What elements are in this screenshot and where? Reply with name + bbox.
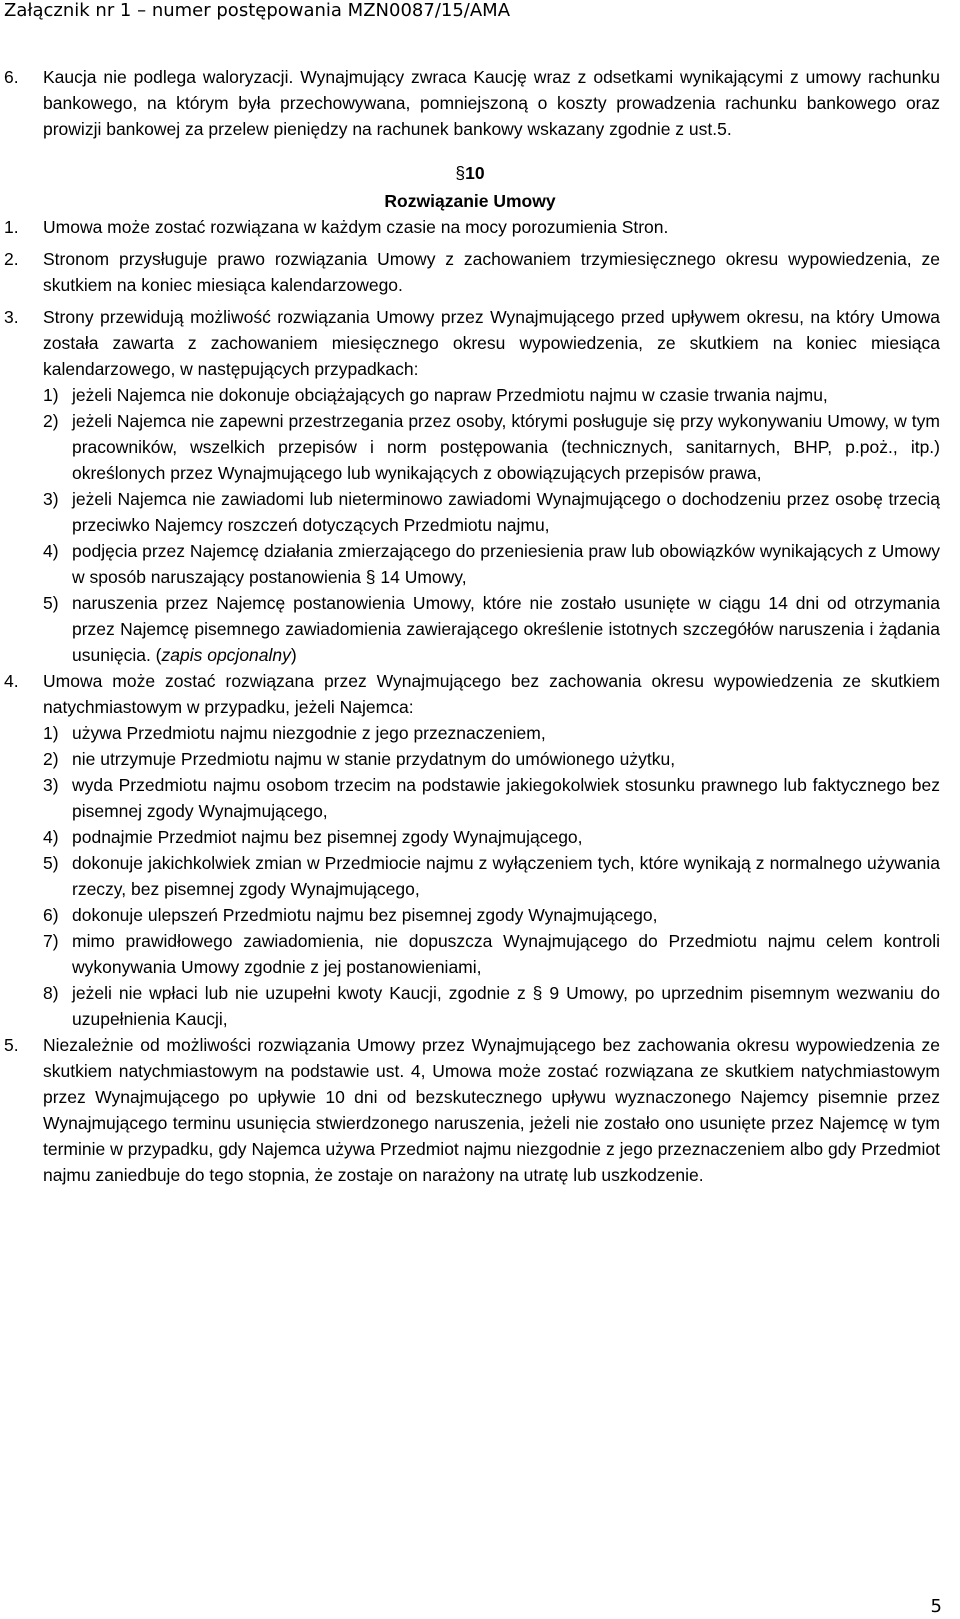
subitem xyxy=(43,538,940,590)
subitem-number: 5) xyxy=(43,593,59,613)
subitem xyxy=(43,824,940,850)
subitem-number: 4) xyxy=(43,541,59,561)
section-item-4 xyxy=(0,668,940,1032)
subitem-text-end: ) xyxy=(290,645,297,665)
subitem-number: 3) xyxy=(43,489,59,509)
subitem-text: jeżeli nie wpłaci lub nie uzupełni kwoty Kaucji, zgodnie z § 9 Umowy, po uprzednim pisemnym wezwaniu do uzupełnienia Kaucji, xyxy=(72,983,940,1029)
section-item-1 xyxy=(0,214,940,240)
subitem-number: 4) xyxy=(43,827,59,847)
subitem xyxy=(43,382,940,408)
item-number: 3. xyxy=(4,307,19,327)
subitem xyxy=(43,902,940,928)
subitem-text: naruszenia przez Najemcę postanowienia Umowy, które nie zostało usunięte w ciągu 14 dni od otrzymania przez Najemcę pisemnego zawiadomienia zawierającego określenie istotnych szczegółów naruszenia i żądania usunięcia. ( xyxy=(72,593,940,665)
item-text: Stronom przysługuje prawo rozwiązania Umowy z zachowaniem trzymiesięcznego okresu wypowiedzenia, ze skutkiem na koniec miesiąca kalendarzowego. xyxy=(43,249,940,295)
subitem-text: nie utrzymuje Przedmiotu najmu w stanie przydatnym do umówionego użytku, xyxy=(72,749,676,769)
item-number: 2. xyxy=(4,249,19,269)
paragraph-number: 6. xyxy=(4,67,19,87)
subitem-text: jeżeli Najemca nie dokonuje obciążających go napraw Przedmiotu najmu w czasie trwania najmu, xyxy=(72,385,828,405)
paragraph-6 xyxy=(0,64,940,142)
item-number: 4. xyxy=(4,671,19,691)
subitem-text: mimo prawidłowego zawiadomienia, nie dopuszcza Wynajmującego do Przedmiotu najmu celem kontroli wykonywania Umowy zgodnie z jej postanowieniami, xyxy=(72,931,940,977)
subitem xyxy=(43,772,940,824)
subitem-text: używa Przedmiotu najmu niezgodnie z jego przeznaczeniem, xyxy=(72,723,546,743)
subitem xyxy=(43,408,940,486)
subitem-text: podnajmie Przedmiot najmu bez pisemnej zgody Wynajmującego, xyxy=(72,827,583,847)
subitem xyxy=(43,486,940,538)
subitem xyxy=(43,850,940,902)
subitem-text: wyda Przedmiotu najmu osobom trzecim na podstawie jakiegokolwiek stosunku prawnego lub faktycznego bez pisemnej zgody Wynajmującego, xyxy=(72,775,940,821)
sublist-4 xyxy=(43,720,940,1032)
subitem-number: 6) xyxy=(43,905,59,925)
section-title: Rozwiązanie Umowy xyxy=(384,191,556,211)
item-number: 1. xyxy=(4,217,19,237)
item-text: Umowa może zostać rozwiązana w każdym czasie na mocy porozumienia Stron. xyxy=(43,217,669,237)
optional-clause-note: zapis opcjonalny xyxy=(161,645,291,665)
item-text: Umowa może zostać rozwiązana przez Wynajmującego bez zachowania okresu wypowiedzenia ze skutkiem natychmiastowym w przypadku, jeżeli Najemca: xyxy=(43,671,940,717)
document-body xyxy=(0,64,940,1188)
subitem xyxy=(43,980,940,1032)
sublist-3 xyxy=(43,382,940,668)
subitem-number: 1) xyxy=(43,385,59,405)
subitem-number: 2) xyxy=(43,749,59,769)
section-heading xyxy=(0,160,940,214)
subitem-text: dokonuje jakichkolwiek zmian w Przedmiocie najmu z wyłączeniem tych, które wynikają z normalnego używania rzeczy, bez pisemnej zgody Wynajmującego, xyxy=(72,853,940,899)
subitem xyxy=(43,746,940,772)
item-number: 5. xyxy=(4,1035,19,1055)
section-number-value: 10 xyxy=(465,163,485,183)
subitem-number: 2) xyxy=(43,411,59,431)
subitem-number: 1) xyxy=(43,723,59,743)
paragraph-text: Kaucja nie podlega waloryzacji. Wynajmujący zwraca Kaucję wraz z odsetkami wynikającymi z umowy rachunku bankowego, na którym była przechowywana, pomniejszoną o koszty prowadzenia rachunku bankowego oraz prowizji bankowej za przelew pieniędzy na rachunek bankowy wskazany zgodnie z ust.5. xyxy=(43,67,940,139)
subitem-text: podjęcia przez Najemcę działania zmierzającego do przeniesienia praw lub obowiązków wynikających z Umowy w sposób naruszający postanowienia § 14 Umowy, xyxy=(72,541,940,587)
subitem xyxy=(43,720,940,746)
page-number: 5 xyxy=(930,1596,942,1617)
subitem-number: 7) xyxy=(43,931,59,951)
subitem-text: jeżeli Najemca nie zapewni przestrzegania przez osoby, którymi posługuje się przy wykonywaniu Umowy, w tym pracowników, wszelkich przepisów i norm postępowania (technicznych, sanitarnych, BHP, p.poż., itp.) określonych przez Wynajmującego lub wynikających z obowiązujących przepisów prawa, xyxy=(72,411,940,483)
section-sign: § xyxy=(455,163,466,183)
section-item-3 xyxy=(0,304,940,668)
section-item-2 xyxy=(0,246,940,298)
subitem-number: 5) xyxy=(43,853,59,873)
section-number xyxy=(0,160,940,186)
item-text: Niezależnie od możliwości rozwiązania Umowy przez Wynajmującego bez zachowania okresu wypowiedzenia ze skutkiem natychmiastowym na podstawie ust. 4, Umowa może zostać rozwiązana ze skutkiem natychmiastowym przez Wynajmującego po upływie 10 dni od bezskutecznego upływu wyznaczonego Najemcy pisemnie przez Wynajmującego terminu usunięcia stwierdzonego naruszenia, jeżeli nie zostało ono usunięte przez Najemcę w tym terminie w przypadku, gdy Najemca używa Przedmiot najmu niezgodnie z jego przeznaczeniem albo gdy Przedmiot najmu zaniedbuje do tego stopnia, że zostaje on narażony na utratę lub uszkodzenie. xyxy=(43,1035,940,1185)
subitem-text: jeżeli Najemca nie zawiadomi lub nieterminowo zawiadomi Wynajmującego o dochodzeniu przez osobę trzecią przeciwko Najemcy roszczeń dotyczących Przedmiotu najmu, xyxy=(72,489,940,535)
section-item-5 xyxy=(0,1032,940,1188)
subitem-text: dokonuje ulepszeń Przedmiotu najmu bez pisemnej zgody Wynajmującego, xyxy=(72,905,658,925)
subitem xyxy=(43,590,940,668)
document-header: Załącznik nr 1 – numer postępowania MZN0087/15/AMA xyxy=(4,0,511,21)
subitem-number: 3) xyxy=(43,775,59,795)
subitem-number: 8) xyxy=(43,983,59,1003)
subitem xyxy=(43,928,940,980)
item-text: Strony przewidują możliwość rozwiązania Umowy przez Wynajmującego przed upływem okresu, na który Umowa została zawarta z zachowaniem miesięcznego okresu wypowiedzenia, ze skutkiem na koniec miesiąca kalendarzowego, w następujących przypadkach: xyxy=(43,307,940,379)
